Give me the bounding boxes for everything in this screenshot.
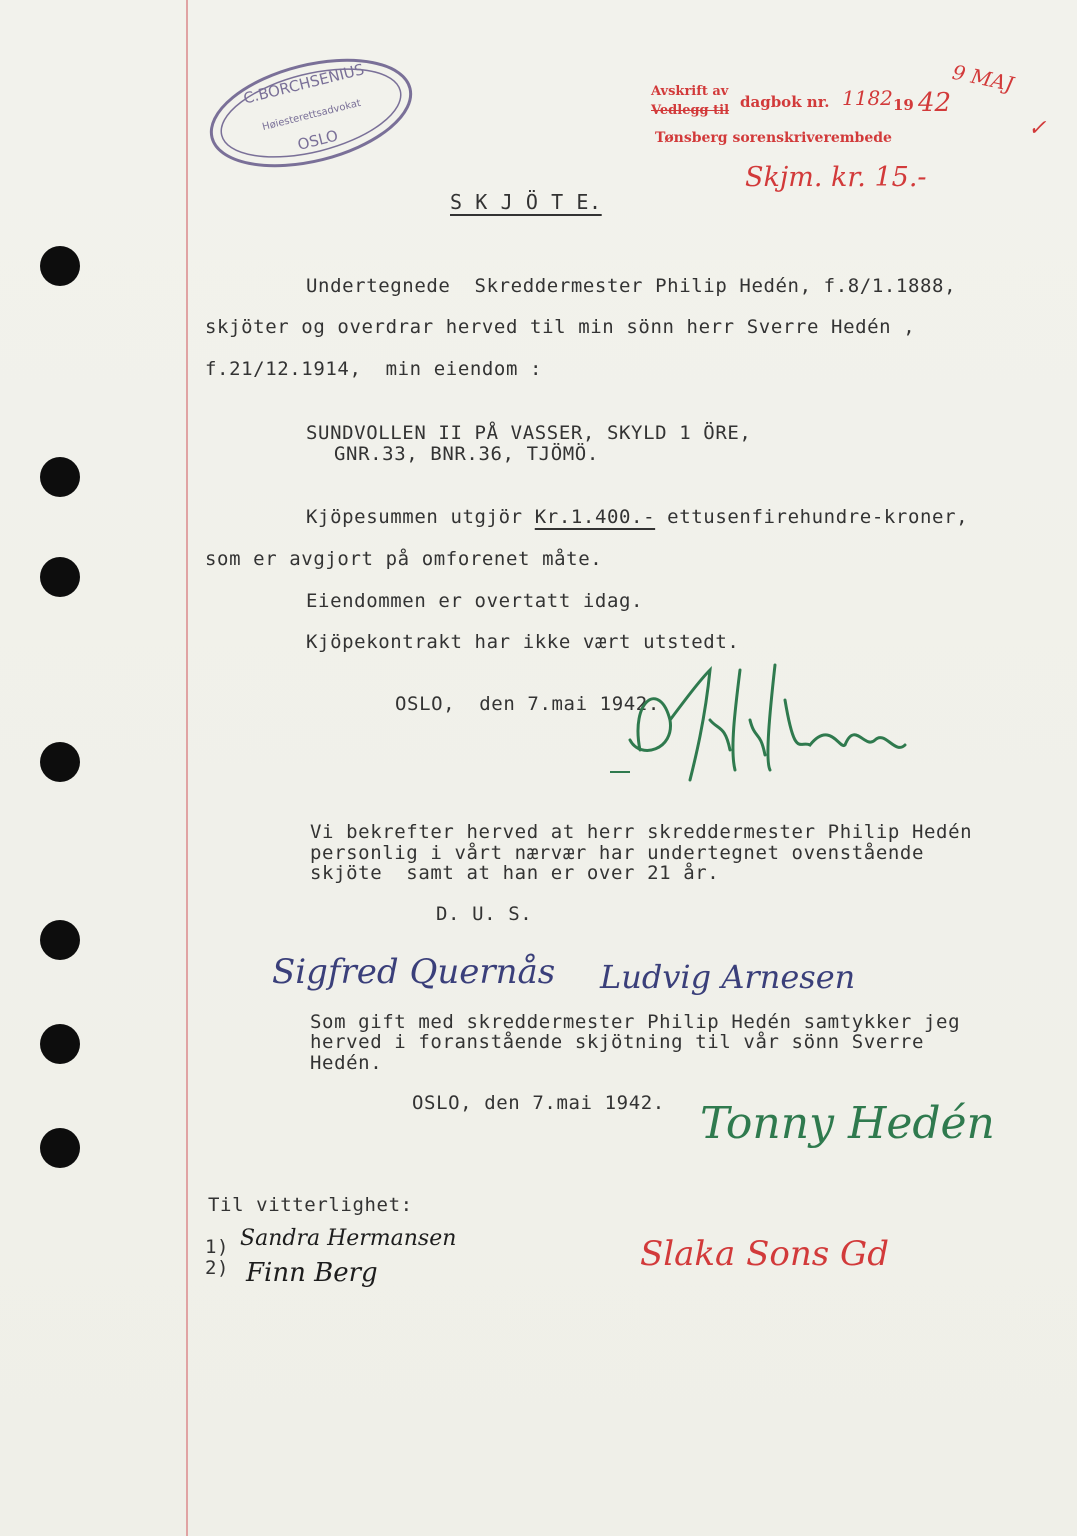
text-line: Hedén. [310,1052,383,1074]
text-line: f.21/12.1914, min eiendom : [205,358,543,380]
stamp-year: 19 [893,96,914,114]
text-line: Eiendommen er overtatt idag. [306,590,644,612]
signature-sigfred: Sigfred Quernås [272,952,556,992]
text-line: Kjöpesummen utgjör Kr.1.400.- ettusenfirehundre-kroner, [306,506,969,528]
stamp-office: Tønsberg sorenskriverembede [655,130,892,146]
stamp-fee: Skjm. kr. 15.- [745,162,927,193]
text-line: Undertegnede Skreddermester Philip Hedén, f.8/1.1888, [306,275,957,297]
margin-line [186,0,188,1536]
lawyer-oval-stamp [196,48,426,178]
stamp-vedlegg: Vedlegg til [651,103,730,118]
witness-number: 2) [205,1257,230,1279]
stamp-year-hand: 42 [918,88,952,118]
punch-hole [40,457,80,497]
document-title: S K J Ö T E. [450,190,602,214]
stamp-date: 9 MAJ [950,59,1016,97]
property-line: GNR.33, BNR.36, TJÖMÖ. [334,443,599,465]
red-handwritten-note: Slaka Sons Gd [640,1234,889,1274]
purchase-sum: Kr.1.400.- [534,506,656,528]
stamp-mark: ✓ [1028,116,1047,141]
text-line: skjöte samt at han er over 21 år. [310,862,720,884]
signature-tonny: Tonny Hedén [700,1098,995,1149]
stamp-avskrift: Avskrift av [651,84,729,99]
text-line: Vi bekrefter herved at herr skreddermester Philip Hedén [310,821,973,843]
place-date: OSLO, den 7.mai 1942. [395,693,660,715]
punch-hole [40,1024,80,1064]
punch-hole [40,1128,80,1168]
text-line: herved i foranstående skjötning til vår sönn Sverre [310,1031,924,1053]
stamp-number: 1182 [842,86,893,110]
signature-witness-1: Sandra Hermansen [240,1226,457,1251]
signature-witness-2: Finn Berg [246,1258,378,1288]
stamp-dagbok: dagbok nr. [740,93,830,111]
place-date: OSLO, den 7.mai 1942. [412,1092,665,1114]
text-line: skjöter og overdrar herved til min sönn herr Sverre Hedén , [205,316,916,338]
property-line: SUNDVOLLEN II PÅ VASSER, SKYLD 1 ÖRE, [306,422,752,444]
dus-line: D. U. S. [436,903,533,925]
punch-hole [40,920,80,960]
text-line: som er avgjort på omforenet måte. [205,548,603,570]
witness-number: 1) [205,1236,230,1258]
signature-philip-heden [600,660,920,800]
svg-text:C.BORCHSENIUS: C.BORCHSENIUS [241,60,366,108]
svg-text:OSLO: OSLO [295,126,340,154]
witness-heading: Til vitterlighet: [208,1194,413,1216]
punch-hole [40,557,80,597]
punch-hole [40,742,80,782]
signature-ludvig: Ludvig Arnesen [600,958,856,996]
text-line: Kjöpekontrakt har ikke vært utstedt. [306,631,740,653]
svg-text:Høiesterettsadvokat: Høiesterettsadvokat [261,97,362,133]
text-line: Som gift med skreddermester Philip Hedén samtykker jeg [310,1011,961,1033]
text-line: personlig i vårt nærvær har undertegnet ovenstående [310,842,924,864]
punch-hole [40,246,80,286]
